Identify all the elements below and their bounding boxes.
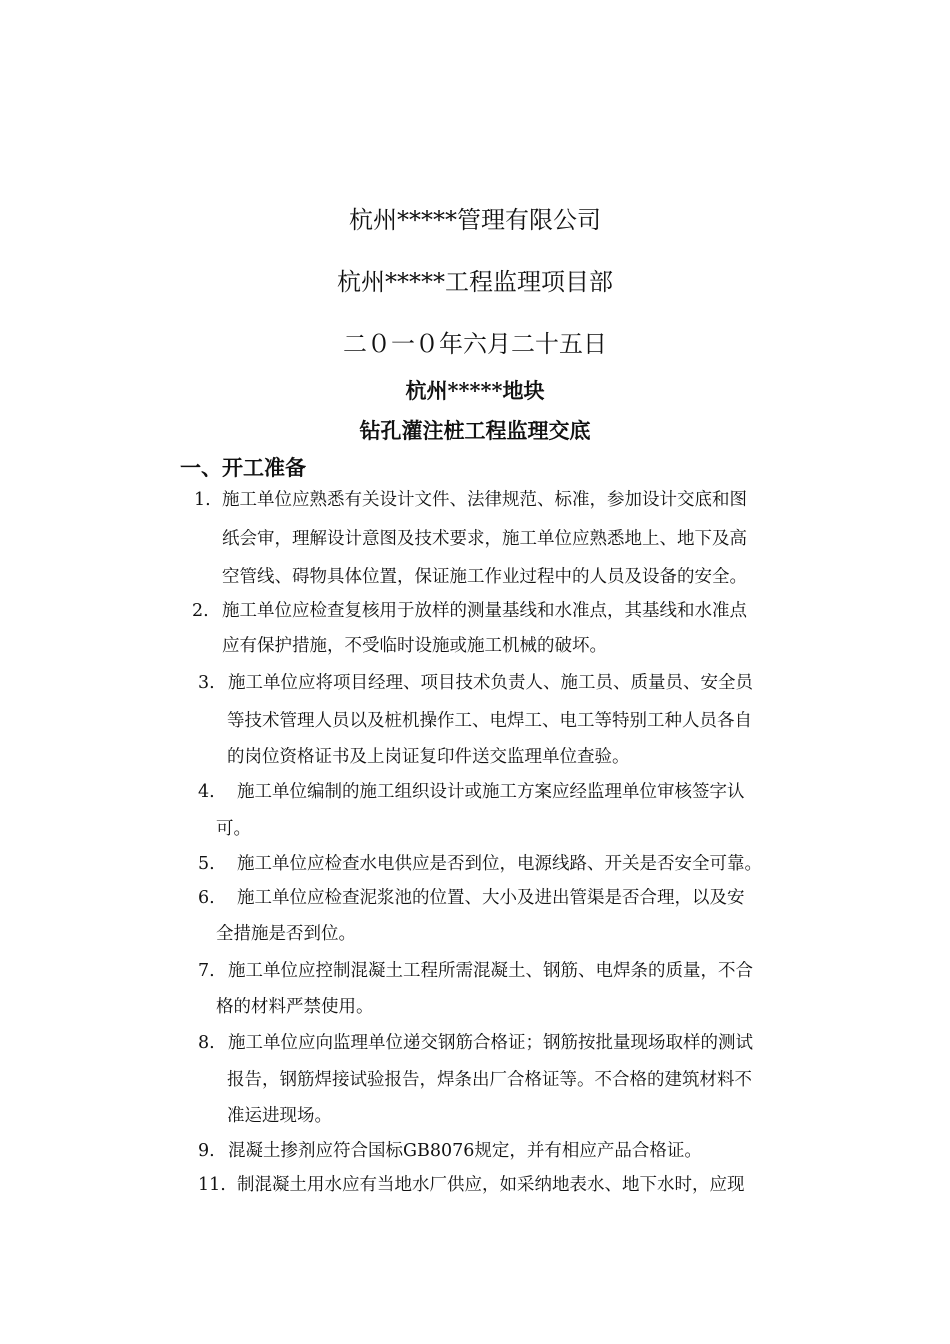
list-item-number: 6. (198, 888, 215, 908)
list-item-number: 9. (198, 1141, 215, 1161)
list-item-number: 3. (198, 673, 215, 693)
cover-company: 杭州*****管理有限公司 (349, 206, 601, 234)
list-item-line: 可。 (216, 819, 251, 839)
list-item-line: 2. 施工单位应检查复核用于放样的测量基线和水准点，其基线和水准点 (192, 601, 747, 621)
list-item-line: 的岗位资格证书及上岗证复印件送交监理单位查验。 (227, 747, 630, 767)
list-item-line: 8. 施工单位应向监理单位递交钢筋合格证；钢筋按批量现场取样的测试 (198, 1033, 753, 1053)
list-item-line: 9. 混凝土掺剂应符合国标GB8076规定，并有相应产品合格证。 (198, 1141, 702, 1161)
doc-title-line1: 杭州*****地块 (405, 378, 545, 403)
list-item-number: 1. (194, 490, 211, 510)
list-item-line: 应有保护措施，不受临时设施或施工机械的破坏。 (222, 636, 607, 656)
section-heading: 一、开工准备 (180, 455, 306, 480)
list-item-number: 4. (198, 782, 215, 802)
list-item-line: 7. 施工单位应控制混凝土工程所需混凝土、钢筋、电焊条的质量，不合 (198, 961, 753, 981)
list-item-line: 空管线、碍物具体位置，保证施工作业过程中的人员及设备的安全。 (222, 567, 747, 587)
list-item-line: 全措施是否到位。 (216, 924, 356, 944)
list-item-line: 准运进现场。 (227, 1106, 332, 1126)
cover-department: 杭州*****工程监理项目部 (337, 268, 613, 296)
doc-title-line2: 钻孔灌注桩工程监理交底 (359, 418, 591, 443)
list-item-line: 11. 制混凝土用水应有当地水厂供应，如采纳地表水、地下水时，应现 (198, 1175, 745, 1195)
list-item-line: 4. 施工单位编制的施工组织设计或施工方案应经监理单位审核签字认 (198, 782, 745, 802)
list-item-line: 等技术管理人员以及桩机操作工、电焊工、电工等特别工种人员各自 (227, 711, 752, 731)
list-item-number: 8. (198, 1033, 215, 1053)
list-item-number: 7. (198, 961, 215, 981)
list-item-line: 1. 施工单位应熟悉有关设计文件、法律规范、标准，参加设计交底和图 (194, 490, 747, 510)
list-item-line: 6. 施工单位应检查泥浆池的位置、大小及进出管渠是否合理，以及安 (198, 888, 745, 908)
list-item-line: 报告，钢筋焊接试验报告，焊条出厂合格证等。不合格的建筑材料不 (227, 1070, 752, 1090)
list-item-line: 格的材料严禁使用。 (216, 997, 374, 1017)
list-item-number: 2. (192, 601, 209, 621)
cover-date: 二０一０年六月二十五日 (343, 330, 607, 358)
list-item-number: 5. (198, 854, 215, 874)
list-item-line: 纸会审，理解设计意图及技术要求，施工单位应熟悉地上、地下及高 (222, 529, 747, 549)
list-item-number: 11. (198, 1175, 226, 1195)
list-item-line: 3. 施工单位应将项目经理、项目技术负责人、施工员、质量员、安全员 (198, 673, 753, 693)
list-item-line: 5. 施工单位应检查水电供应是否到位，电源线路、开关是否安全可靠。 (198, 854, 762, 874)
